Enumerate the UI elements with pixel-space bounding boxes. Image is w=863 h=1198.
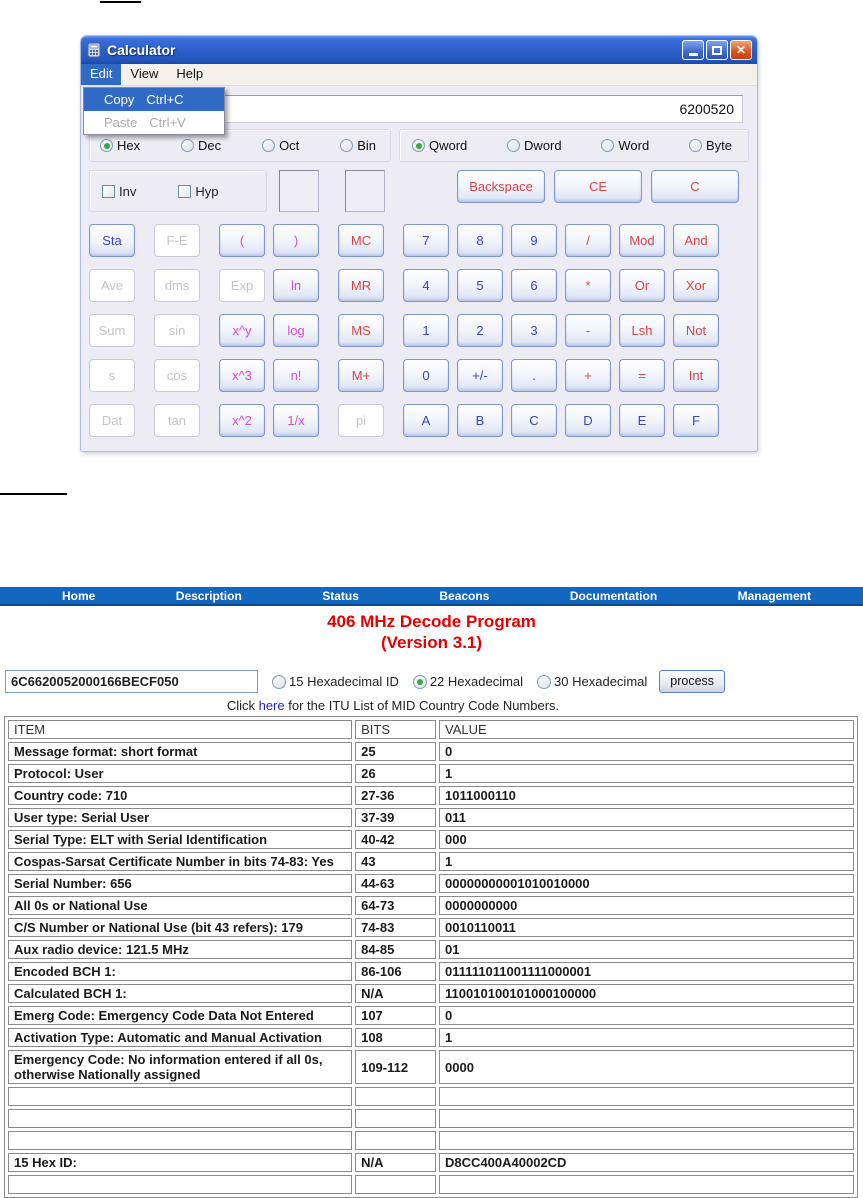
radio-selected-icon [100,139,113,152]
radio-icon [340,139,353,152]
close-icon: ✕ [735,43,747,57]
link-suffix: for the ITU List of MID Country Code Numbers. [284,698,560,713]
calc-button-multiply[interactable]: * [565,269,611,302]
table-row [8,1050,854,1084]
calculator-display: 6200520 [89,95,743,123]
calc-button-exp: Exp [219,269,265,302]
calc-button-a[interactable]: A [403,404,449,437]
menu-view[interactable]: View [130,66,159,81]
radio-dot [417,679,423,685]
radio-dword[interactable] [507,138,562,153]
menu-edit[interactable]: Edit [81,64,121,85]
process-button[interactable]: process [659,670,725,693]
cell-value: 1011000110 [439,786,854,805]
radio-label: Bin [357,138,376,153]
keypad-row [89,359,747,392]
cell-bits: 109-112 [355,1050,436,1084]
cell-bits: 107 [355,1006,436,1025]
page-title-line2: (Version 3.1) [380,633,483,652]
calc-button-s: s [89,359,135,392]
menu-item-label: Copy [104,92,135,107]
checkbox-icon [178,185,191,198]
cell-value [439,1087,854,1106]
calc-button-x-pow-y[interactable]: x^y [219,314,265,347]
checkbox-inv[interactable] [102,184,136,199]
menu-item-label: Paste [104,115,138,130]
memory-indicator-box [345,170,385,212]
calc-button-equals[interactable]: = [619,359,665,392]
cell-item [8,1175,352,1194]
checkbox-label: Inv [119,183,137,199]
cell-item: All 0s or National Use [8,896,352,915]
table-row-empty [8,1109,854,1128]
radio-oct[interactable] [262,138,299,153]
table-row-empty [8,1087,854,1106]
table-row [8,830,854,849]
checkbox-label: Hyp [195,183,219,199]
radio-22-hexadecimal[interactable] [413,674,523,689]
table-row [8,874,854,893]
calc-button-1[interactable]: 1 [403,314,449,347]
calc-button-4[interactable]: 4 [403,269,449,302]
radio-word[interactable] [601,138,649,153]
cell-item: Serial Number: 656 [8,874,352,893]
radio-label: Qword [429,138,468,153]
calc-button-cos: cos [154,359,200,392]
cell-bits: 84-85 [355,940,436,959]
radio-dec[interactable] [181,138,221,153]
word-size-radio-group [399,129,749,162]
cell-item: Encoded BCH 1: [8,962,352,981]
radio-dot [104,143,110,149]
cell-bits: 64-73 [355,896,436,915]
table-row [8,852,854,871]
calc-button-mod[interactable]: Mod [619,224,665,257]
minimize-icon [689,53,698,56]
radio-icon [601,139,614,152]
edit-menu-dropdown [83,87,225,135]
calc-button-9[interactable]: 9 [511,224,557,257]
radio-15-hexadecimal-id[interactable] [272,674,399,689]
radio-label: Dword [524,138,562,153]
cell-value: 0000000000 [439,896,854,915]
calc-button-x-squared[interactable]: x^2 [219,404,265,437]
keypad-row [89,269,747,302]
controls-row [89,170,749,212]
calc-button-c[interactable]: C [651,170,739,203]
calc-button-f[interactable]: F [673,404,719,437]
calc-button-0[interactable]: 0 [403,359,449,392]
cell-value: 01 [439,940,854,959]
id-format-radios [258,674,647,689]
calc-button-dat: Dat [89,404,135,437]
calculator-keypad [81,224,757,451]
cell-value: 00000000001010010000 [439,874,854,893]
header-bits: BITS [355,720,436,739]
radio-icon [181,139,194,152]
calc-button-b[interactable]: B [457,404,503,437]
calc-button-reciprocal[interactable]: 1/x [273,404,319,437]
calculator-app-icon [86,42,102,58]
calc-button-c[interactable]: C [511,404,557,437]
calculator-window [80,35,758,452]
calc-button-f-e: F-E [154,224,200,257]
cell-bits [355,1087,436,1106]
cell-value: 011 [439,808,854,827]
clear-buttons [457,170,739,212]
checkbox-hyp[interactable] [178,184,218,199]
radio-selected-icon [412,139,425,152]
radio-dot [416,143,422,149]
cell-item: Serial Type: ELT with Serial Identification [8,830,352,849]
site-navbar [0,587,863,606]
cell-value: 000 [439,830,854,849]
menu-item-shortcut: Ctrl+C [146,92,184,107]
calc-button-5[interactable]: 5 [457,269,503,302]
calc-button-log[interactable]: log [273,314,319,347]
table-row [8,808,854,827]
keypad-row [89,314,747,347]
calc-button-ave: Ave [89,269,135,302]
cell-bits: 43 [355,852,436,871]
calc-button-e[interactable]: E [619,404,665,437]
decode-form [5,670,858,693]
menu-help[interactable]: Help [176,66,204,81]
cell-item: 15 Hex ID: [8,1153,352,1172]
radio-label: Byte [705,138,732,153]
calc-button-m[interactable]: M+ [338,359,384,392]
minimize-button[interactable] [682,40,704,60]
table-row [8,918,854,937]
cell-bits: 37-39 [355,808,436,827]
cell-item: Message format: short format [8,742,352,761]
cell-value: 011111011001111000001 [439,962,854,981]
table-body [8,742,854,1194]
calc-button-mr[interactable]: MR [338,269,384,302]
page-title-line1: 406 MHz Decode Program [327,612,536,631]
calc-button-3[interactable]: 3 [511,314,557,347]
decode-results-table [4,716,858,1198]
cell-bits: 44-63 [355,874,436,893]
keypad-row [89,404,747,437]
maximize-button[interactable] [706,40,728,60]
cell-item: Cospas-Sarsat Certificate Number in bits 74-83: Yes [8,852,352,871]
table-row [8,896,854,915]
radio-qword[interactable] [412,138,467,153]
radio-byte[interactable] [689,138,732,153]
itu-list-link[interactable]: here [258,698,285,713]
cell-bits: 108 [355,1028,436,1047]
calc-button-2[interactable]: 2 [457,314,503,347]
calc-button-plus-minus[interactable]: +/- [457,359,503,392]
cell-value: 1 [439,852,854,871]
maximize-icon [712,46,722,55]
cell-item: User type: Serial User [8,808,352,827]
window-title: Calculator [107,42,176,58]
radio-icon [537,675,551,689]
calc-button-add[interactable]: + [565,359,611,392]
itu-link-line [0,698,786,713]
cell-value: 1 [439,764,854,783]
cell-value: 1 [439,1028,854,1047]
calc-button-d[interactable]: D [565,404,611,437]
cell-item: Emergency Code: No information entered if all 0s, otherwise Nationally assigned [8,1050,352,1084]
cell-bits: N/A [355,1153,436,1172]
cell-bits [355,1109,436,1128]
calc-button-or[interactable]: Or [619,269,665,302]
calc-button-open-paren[interactable]: ( [219,224,265,257]
radio-selected-icon [413,675,427,689]
radio-label: 30 Hexadecimal [554,674,648,689]
calc-button-ln[interactable]: ln [273,269,319,302]
calc-button-7[interactable]: 7 [403,224,449,257]
calc-button-subtract[interactable]: - [565,314,611,347]
table-row [8,1006,854,1025]
cell-value: 0 [439,1006,854,1025]
calc-button-8[interactable]: 8 [457,224,503,257]
calc-button-int[interactable]: Int [673,359,719,392]
link-prefix: Click [226,698,259,713]
cell-item: Protocol: User [8,764,352,783]
calc-button-mc[interactable]: MC [338,224,384,257]
table-row [8,764,854,783]
table-row [8,786,854,805]
calc-button-6[interactable]: 6 [511,269,557,302]
table-row [8,984,854,1003]
cell-item: Country code: 710 [8,786,352,805]
paren-indicator-box [279,170,319,212]
cell-bits [355,1175,436,1194]
underline-artifact-top [100,1,141,3]
cell-value: 0000 [439,1050,854,1084]
nav-item-management[interactable]: Management [737,588,811,603]
calculator-titlebar[interactable] [81,36,757,64]
keypad-row [89,224,747,257]
table-row [8,742,854,761]
cell-bits: 74-83 [355,918,436,937]
radio-label: Word [618,138,650,153]
page-title [0,611,863,653]
radio-icon [272,675,286,689]
calc-button-ms[interactable]: MS [338,314,384,347]
cell-item: Aux radio device: 121.5 MHz [8,940,352,959]
table-row [8,1153,854,1172]
menu-item-shortcut: Ctrl+V [149,115,186,130]
nav-item-beacons[interactable]: Beacons [439,588,490,603]
calc-button-decimal[interactable]: . [511,359,557,392]
checkbox-icon [102,185,115,198]
cell-bits: 40-42 [355,830,436,849]
calc-button-x-cubed[interactable]: x^3 [219,359,265,392]
cell-item: C/S Number or National Use (bit 43 refers): 179 [8,918,352,937]
cell-value: 0010110011 [439,918,854,937]
cell-value: D8CC400A40002CD [439,1153,854,1172]
cell-bits: 27-36 [355,786,436,805]
cell-bits: 26 [355,764,436,783]
cell-value [439,1109,854,1128]
table-header-row [8,720,854,739]
calc-button-close-paren[interactable]: ) [273,224,319,257]
menu-item-paste [84,111,224,134]
cell-value: 110010100101000100000 [439,984,854,1003]
calc-button-sin: sin [154,314,200,347]
calc-button-factorial[interactable]: n! [273,359,319,392]
calc-button-backspace[interactable]: Backspace [457,170,545,203]
cell-item: Activation Type: Automatic and Manual Activation [8,1028,352,1047]
radio-label: 22 Hexadecimal [429,674,524,689]
cell-item: Calculated BCH 1: [8,984,352,1003]
radio-icon [262,139,275,152]
cell-value [439,1175,854,1194]
nav-item-documentation[interactable]: Documentation [569,588,658,603]
calc-button-not[interactable]: Not [673,314,719,347]
menu-item-copy[interactable] [84,88,224,111]
calc-button-lsh[interactable]: Lsh [619,314,665,347]
calc-button-xor[interactable]: Xor [673,269,719,302]
cell-bits: 86-106 [355,962,436,981]
table-row-empty [8,1131,854,1150]
calc-button-and[interactable]: And [673,224,719,257]
radio-bin[interactable] [340,138,376,153]
radio-hex[interactable] [100,138,140,153]
radio-label: 15 Hexadecimal ID [289,674,399,689]
nav-item-description[interactable]: Description [175,588,242,603]
table-row [8,962,854,981]
radio-label: Oct [279,138,300,153]
table-row-empty [8,1175,854,1194]
inv-hyp-group [89,170,267,212]
cell-item [8,1109,352,1128]
radio-label: Dec [198,138,222,153]
nav-item-status[interactable]: Status [322,588,359,603]
header-value: VALUE [439,720,854,739]
cell-bits: N/A [355,984,436,1003]
nav-item-home[interactable]: Home [62,588,96,603]
hex-id-input[interactable] [5,670,258,693]
close-button[interactable] [730,40,752,60]
radio-label: Hex [117,138,141,153]
cell-item [8,1087,352,1106]
calc-button-divide[interactable]: / [565,224,611,257]
table-row [8,940,854,959]
calc-button-dms: dms [154,269,200,302]
cell-item [8,1131,352,1150]
radio-30-hexadecimal[interactable] [537,674,647,689]
cell-bits: 25 [355,742,436,761]
calc-button-tan: tan [154,404,200,437]
calc-button-pi: pi [338,404,384,437]
cell-bits [355,1131,436,1150]
cell-value [439,1131,854,1150]
calc-button-ce[interactable]: CE [554,170,642,203]
table-row [8,1028,854,1047]
calc-button-sum: Sum [89,314,135,347]
cell-value: 0 [439,742,854,761]
menu-bar [81,64,757,86]
radio-icon [689,139,702,152]
calc-button-sta[interactable]: Sta [89,224,135,257]
header-item: ITEM [8,720,352,739]
cell-item: Emerg Code: Emergency Code Data Not Entered [8,1006,352,1025]
radio-icon [507,139,520,152]
underline-artifact-middle [0,493,67,495]
